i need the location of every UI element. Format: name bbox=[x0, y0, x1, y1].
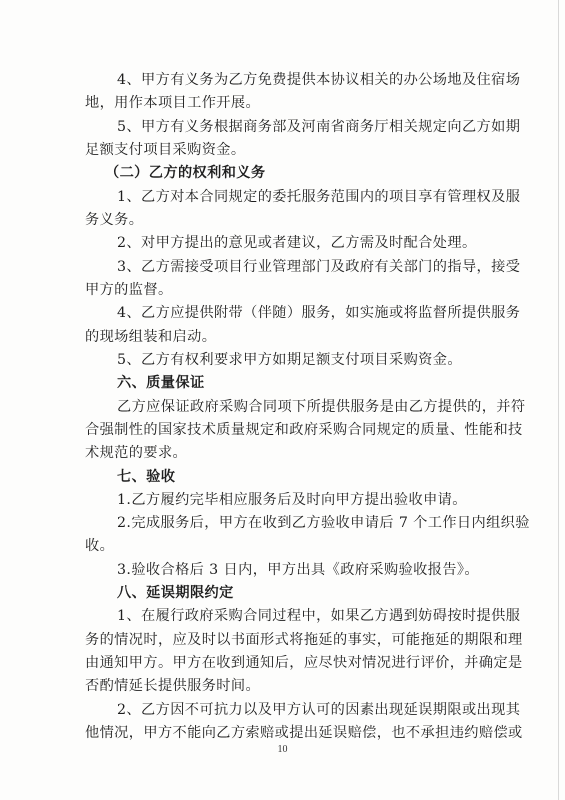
clause-b1-line1: 1、乙方对本合同规定的委托服务范围内的项目享有管理权及服 bbox=[117, 188, 521, 205]
page-edge-divider bbox=[558, 0, 559, 800]
delay-1-line4: 否酌情延长提供服务时间。 bbox=[85, 678, 261, 695]
clause-b4-line1: 4、乙方应提供附带（伴随）服务，如实施或将监督所提供服务 bbox=[117, 305, 521, 322]
acceptance-2-line1: 2.完成服务后，甲方在收到乙方验收申请后 7 个工作日内组织验 bbox=[117, 515, 530, 532]
delay-1-line1: 1、在履行政府采购合同过程中，如果乙方遇到妨碍按时提供服 bbox=[117, 608, 521, 625]
clause-b2: 2、对甲方提出的意见或者建议，乙方需及时配合处理。 bbox=[117, 235, 477, 252]
delay-1-line3: 由通知甲方。甲方在收到通知后，应尽快对情况进行评价，并确定是 bbox=[85, 655, 523, 671]
acceptance-1: 1.乙方履约完毕相应服务后及时向甲方提出验收申请。 bbox=[117, 491, 467, 508]
quality-line3: 术规范的要求。 bbox=[85, 445, 188, 462]
quality-line2: 合强制性的国家技术质量规定和政府采购合同规定的质量、性能和技 bbox=[85, 421, 523, 438]
clause-b4-line2: 的现场组装和启动。 bbox=[85, 328, 217, 345]
acceptance-2-line2: 收。 bbox=[85, 538, 115, 555]
quality-line1: 乙方应保证政府采购合同项下所提供服务是由乙方提供的，并符 bbox=[117, 398, 526, 415]
section-heading-party-b-rights: （二）乙方的权利和义务 bbox=[105, 165, 266, 182]
clause-a4-line2: 地，用作本项目工作开展。 bbox=[85, 95, 261, 112]
delay-2-line2: 他情况，甲方不能向乙方索赔或提出延误赔偿，也不承担违约赔偿或 bbox=[85, 725, 523, 741]
section-heading-acceptance: 七、验收 bbox=[117, 468, 176, 485]
clause-a5-line1: 5、甲方有义务根据商务部及河南省商务厅相关规定向乙方如期 bbox=[117, 118, 521, 135]
section-heading-delay: 八、延误期限约定 bbox=[117, 585, 234, 602]
clause-b3-line2: 甲方的监督。 bbox=[85, 281, 173, 298]
section-heading-quality: 六、质量保证 bbox=[117, 375, 205, 392]
clause-b5: 5、乙方有权利要求甲方如期足额支付项目采购资金。 bbox=[117, 351, 462, 368]
clause-a5-line2: 足额支付项目采购资金。 bbox=[85, 142, 246, 158]
clause-a4-line1: 4、甲方有义务为乙方免费提供本协议相关的办公场地及住宿场 bbox=[117, 72, 521, 88]
delay-1-line2: 务的情况时，应及时以书面形式将拖延的事实，可能拖延的期限和理 bbox=[85, 631, 523, 648]
clause-b1-line2: 务义务。 bbox=[85, 211, 144, 228]
acceptance-3: 3.验收合格后 3 日内，甲方出具《政府采购验收报告》。 bbox=[117, 561, 479, 578]
delay-2-line1: 2、乙方因不可抗力以及甲方认可的因素出现延误期限或出现其 bbox=[117, 701, 521, 718]
page-number: 10 bbox=[277, 744, 288, 755]
clause-b3-line1: 3、乙方需接受项目行业管理部门及政府有关部门的指导，接受 bbox=[117, 258, 521, 275]
